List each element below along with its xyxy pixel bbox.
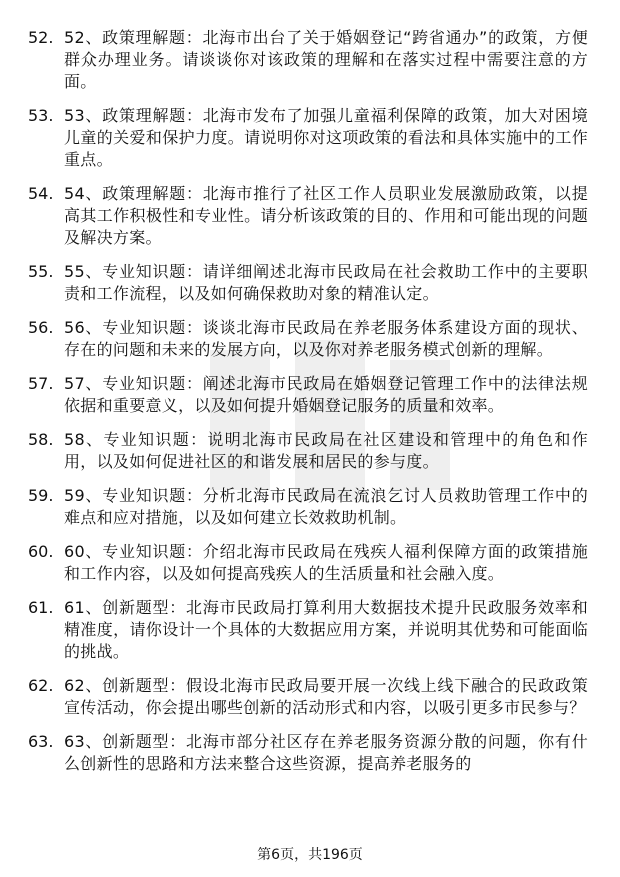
item-text: 52、政策理解题：北海市出台了关于婚姻登记“跨省通办”的政策，方便群众办理业务。请谈谈你对该政策的理解和在落实过程中需要注意的方面。 bbox=[64, 28, 588, 91]
item-number: 58. bbox=[28, 430, 54, 449]
list-item bbox=[28, 183, 588, 249]
question-list bbox=[28, 27, 588, 787]
list-item bbox=[28, 429, 588, 473]
page-footer bbox=[0, 846, 620, 864]
item-number: 53. bbox=[28, 106, 54, 125]
list-item bbox=[28, 373, 588, 417]
page-number-label: 第6页，共196页 bbox=[257, 847, 363, 863]
list-item bbox=[28, 105, 588, 171]
item-number: 62. bbox=[28, 676, 54, 695]
list-item bbox=[28, 261, 588, 305]
list-item bbox=[28, 27, 588, 93]
item-text: 62、创新题型：假设北海市民政局要开展一次线上线下融合的民政政策宣传活动，你会提出哪些创新的活动形式和内容，以吸引更多市民参与？ bbox=[64, 676, 588, 717]
item-text: 60、专业知识题：介绍北海市民政局在残疾人福利保障方面的政策措施和工作内容，以及如何提高残疾人的生活质量和社会融入度。 bbox=[64, 542, 588, 583]
item-number: 60. bbox=[28, 542, 54, 561]
item-text: 53、政策理解题：北海市发布了加强儿童福利保障的政策，加大对困境儿童的关爱和保护力度。请说明你对这项政策的看法和具体实施中的工作重点。 bbox=[64, 106, 588, 169]
item-text: 58、专业知识题：说明北海市民政局在社区建设和管理中的角色和作用，以及如何促进社区的和谐发展和居民的参与度。 bbox=[64, 430, 588, 471]
item-text: 63、创新题型：北海市部分社区存在养老服务资源分散的问题，你有什么创新性的思路和方法来整合这些资源，提高养老服务的 bbox=[64, 732, 588, 773]
item-text: 55、专业知识题：请详细阐述北海市民政局在社会救助工作中的主要职责和工作流程，以及如何确保救助对象的精准认定。 bbox=[64, 262, 588, 303]
item-number: 55. bbox=[28, 262, 54, 281]
item-text: 59、专业知识题：分析北海市民政局在流浪乞讨人员救助管理工作中的难点和应对措施，以及如何建立长效救助机制。 bbox=[64, 486, 588, 527]
item-number: 59. bbox=[28, 486, 54, 505]
item-text: 56、专业知识题：谈谈北海市民政局在养老服务体系建设方面的现状、存在的问题和未来的发展方向，以及你对养老服务模式创新的理解。 bbox=[64, 318, 588, 359]
item-number: 56. bbox=[28, 318, 54, 337]
item-text: 57、专业知识题：阐述北海市民政局在婚姻登记管理工作中的法律法规依据和重要意义，以及如何提升婚姻登记服务的质量和效率。 bbox=[64, 374, 588, 415]
item-number: 61. bbox=[28, 598, 54, 617]
item-number: 57. bbox=[28, 374, 54, 393]
list-item bbox=[28, 485, 588, 529]
item-number: 52. bbox=[28, 28, 54, 47]
item-text: 54、政策理解题：北海市推行了社区工作人员职业发展激励政策，以提高其工作积极性和专业性。请分析该政策的目的、作用和可能出现的问题及解决方案。 bbox=[64, 184, 588, 247]
list-item bbox=[28, 317, 588, 361]
list-item bbox=[28, 541, 588, 585]
item-number: 63. bbox=[28, 732, 54, 751]
list-item bbox=[28, 597, 588, 663]
list-item bbox=[28, 731, 588, 775]
item-text: 61、创新题型：北海市民政局打算利用大数据技术提升民政服务效率和精准度，请你设计一个具体的大数据应用方案，并说明其优势和可能面临的挑战。 bbox=[64, 598, 588, 661]
item-number: 54. bbox=[28, 184, 54, 203]
list-item bbox=[28, 675, 588, 719]
